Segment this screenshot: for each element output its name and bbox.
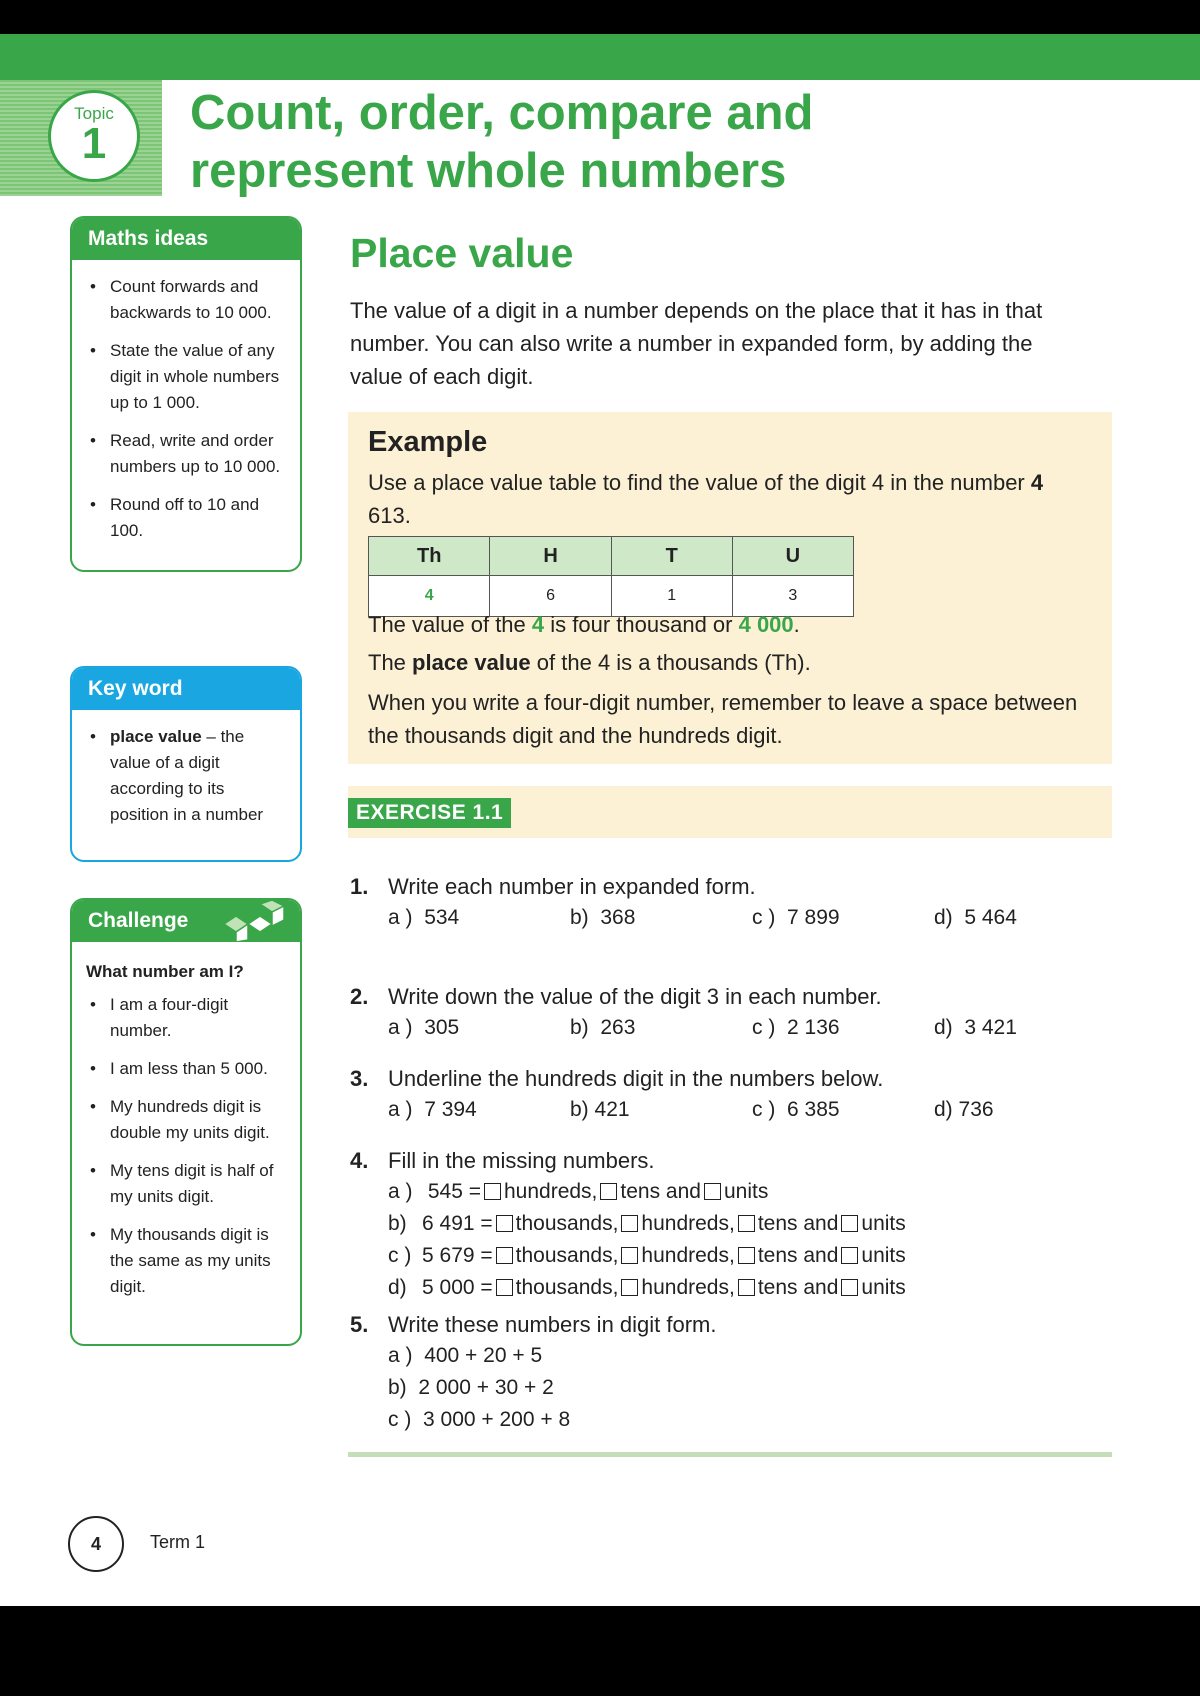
- line1-text: The value of the: [368, 612, 532, 637]
- list-item: • Round off to 10 and 100.: [86, 492, 284, 544]
- word: thousands,: [515, 1212, 619, 1235]
- answer-part: [350, 1372, 1110, 1404]
- word: units: [861, 1276, 906, 1299]
- line1-end: .: [793, 612, 800, 637]
- prompt-bold: 4: [1030, 470, 1044, 495]
- question-number: 5.: [350, 1312, 369, 1337]
- word: hundreds,: [641, 1276, 735, 1299]
- answer-box[interactable]: [600, 1183, 617, 1200]
- topic-number: 1: [81, 119, 107, 168]
- answer-box[interactable]: [841, 1247, 858, 1264]
- answer-part: [934, 1012, 1017, 1044]
- part-value: 263: [600, 1016, 636, 1039]
- fill-row-d: [350, 1272, 1110, 1304]
- list-item: • Count forwards and backwards to 10 000.: [86, 274, 284, 326]
- table-header: H: [490, 537, 611, 576]
- list-item: • I am a four-digit number.: [86, 992, 284, 1044]
- part-label: d): [934, 1016, 953, 1039]
- word: thousands,: [515, 1276, 619, 1299]
- part-label: d): [934, 1098, 953, 1121]
- maths-ideas-heading: Maths ideas: [72, 218, 300, 260]
- example-line-3: When you write a four-digit number, remember to leave a space between the thousands digit and the hundreds digit.: [368, 690, 1078, 748]
- example-title: Example: [368, 426, 488, 458]
- prompt-end: 613.: [368, 503, 411, 528]
- line1-digit: 4: [531, 612, 545, 637]
- part-label: a ): [388, 1098, 413, 1121]
- cubes-icon: [218, 900, 294, 942]
- part-label: b): [570, 906, 589, 929]
- answer-box[interactable]: [484, 1183, 501, 1200]
- example-prompt: [368, 466, 1088, 532]
- answer-part: [570, 1094, 752, 1126]
- fill-row-b: [350, 1208, 1110, 1240]
- answer-part: [934, 902, 1017, 934]
- word: tens and: [757, 1244, 839, 1267]
- table-cell: 3: [732, 576, 853, 617]
- divider: [348, 1452, 1112, 1457]
- question-text: Fill in the missing numbers.: [388, 1148, 655, 1173]
- part-value: 305: [424, 1016, 460, 1039]
- key-word-heading: Key word: [72, 668, 300, 710]
- answer-box[interactable]: [496, 1279, 513, 1296]
- fill-row-a: [350, 1176, 1110, 1208]
- page-number: 4: [68, 1516, 124, 1572]
- part-value: 5 000 =: [422, 1276, 493, 1299]
- answer-box[interactable]: [738, 1247, 755, 1264]
- part-label: c ): [388, 1408, 412, 1431]
- question-number: 1.: [350, 874, 369, 899]
- part-label: d): [934, 906, 953, 929]
- page-title: [190, 84, 813, 200]
- answer-part: [570, 902, 752, 934]
- question-number: 3.: [350, 1066, 369, 1091]
- part-value: 2 136: [787, 1016, 840, 1039]
- table-header: T: [611, 537, 732, 576]
- key-word-item: [86, 724, 284, 828]
- challenge-heading-text: Challenge: [88, 909, 189, 932]
- part-value: 3 000 + 200 + 8: [423, 1408, 571, 1431]
- part-label: c ): [752, 1098, 776, 1121]
- table-header: U: [732, 537, 853, 576]
- part-label: d): [388, 1276, 407, 1299]
- question-text: Write each number in expanded form.: [388, 874, 756, 899]
- example-line-1: [368, 608, 1088, 641]
- answer-part: [752, 1012, 934, 1044]
- challenge-box: [70, 898, 302, 1346]
- topic-label: Topic: [74, 104, 114, 123]
- fill-row-c: [350, 1240, 1110, 1272]
- answer-part: [570, 1012, 752, 1044]
- question-1: [350, 872, 1110, 934]
- part-value: 368: [600, 906, 636, 929]
- section-intro: The value of a digit in a number depends on the place that it has in that number. You can also write a number in expanded form, by adding the value of each digit.: [350, 298, 1043, 389]
- list-item: • My hundreds digit is double my units digit.: [86, 1094, 284, 1146]
- question-text: Underline the hundreds digit in the numbers below.: [388, 1066, 884, 1091]
- list-item: • State the value of any digit in whole numbers up to 1 000.: [86, 338, 284, 416]
- line2-bold: place value: [412, 650, 531, 675]
- challenge-question: What number am I?: [86, 962, 244, 981]
- part-value: 7 394: [424, 1098, 477, 1121]
- question-text: Write down the value of the digit 3 in each number.: [388, 984, 882, 1009]
- word: hundreds,: [641, 1212, 735, 1235]
- key-word-definition: – the value of a digit according to its position in a number: [110, 727, 264, 824]
- question-number: 4.: [350, 1148, 369, 1173]
- answer-box[interactable]: [621, 1215, 638, 1232]
- word: tens and: [620, 1180, 701, 1203]
- part-label: c ): [752, 906, 776, 929]
- answer-part: [752, 902, 934, 934]
- place-value-table: [368, 536, 854, 617]
- answer-part: [350, 1340, 1110, 1372]
- part-label: a ): [388, 906, 413, 929]
- table-cell: 4: [369, 576, 490, 617]
- example-box: [348, 412, 1112, 764]
- example-line-2: [368, 646, 1088, 679]
- answer-box[interactable]: [621, 1247, 638, 1264]
- part-value: 534: [424, 906, 460, 929]
- word: thousands,: [515, 1244, 619, 1267]
- part-value: 421: [594, 1098, 630, 1121]
- list-item: • Read, write and order numbers up to 10 000.: [86, 428, 284, 480]
- part-value: 7 899: [787, 906, 840, 929]
- question-4: [350, 1146, 1110, 1304]
- answer-part: [388, 1012, 570, 1044]
- part-value: 5 679 =: [422, 1244, 493, 1267]
- answer-part: [388, 1094, 570, 1126]
- part-label: a ): [388, 1016, 413, 1039]
- part-value: 3 421: [964, 1016, 1017, 1039]
- line1-mid: is four thousand or: [544, 612, 739, 637]
- key-word-box: [70, 666, 302, 862]
- exercise-bar: [348, 786, 1112, 838]
- maths-ideas-box: [70, 216, 302, 572]
- word: units: [723, 1180, 769, 1203]
- table-header: Th: [369, 537, 490, 576]
- answer-box[interactable]: [704, 1183, 721, 1200]
- part-label: c ): [388, 1244, 412, 1267]
- top-green-bar: [0, 34, 1200, 80]
- word: units: [861, 1212, 906, 1235]
- part-label: b): [388, 1376, 407, 1399]
- list-item: • My tens digit is half of my units digit.: [86, 1158, 284, 1210]
- answer-part: [934, 1094, 994, 1126]
- line2-end: of the 4 is a thousands (Th).: [530, 650, 811, 675]
- question-3: [350, 1064, 1110, 1126]
- question-number: 2.: [350, 984, 369, 1009]
- word: hundreds,: [503, 1180, 598, 1203]
- part-value: 545 =: [427, 1180, 481, 1203]
- part-value: 736: [958, 1098, 994, 1121]
- answer-part: [350, 1404, 1110, 1436]
- part-label: a ): [388, 1344, 413, 1367]
- answer-part: [388, 902, 570, 934]
- prompt-text: Use a place value table to find the value of the digit 4 in the number: [368, 470, 1031, 495]
- answer-box[interactable]: [496, 1215, 513, 1232]
- topic-badge: [48, 90, 140, 182]
- part-label: c ): [752, 1016, 776, 1039]
- part-value: 5 464: [964, 906, 1017, 929]
- answer-box[interactable]: [621, 1279, 638, 1296]
- answer-part: [752, 1094, 934, 1126]
- part-label: a ): [388, 1180, 413, 1203]
- answer-box[interactable]: [738, 1215, 755, 1232]
- question-5: [350, 1310, 1110, 1436]
- table-cell: 6: [490, 576, 611, 617]
- part-label: b): [570, 1098, 589, 1121]
- line2-text: The: [368, 650, 413, 675]
- word: tens and: [757, 1212, 839, 1235]
- key-word-term: place value: [110, 727, 202, 746]
- title-line-2: represent whole numbers: [190, 144, 787, 198]
- list-item: • I am less than 5 000.: [86, 1056, 284, 1082]
- part-value: 2 000 + 30 + 2: [418, 1376, 554, 1399]
- title-line-1: Count, order, compare and: [190, 86, 814, 140]
- part-label: b): [388, 1212, 407, 1235]
- exercise-label: EXERCISE 1.1: [348, 798, 511, 828]
- table-cell: 1: [611, 576, 732, 617]
- part-label: b): [570, 1016, 589, 1039]
- answer-box[interactable]: [496, 1247, 513, 1264]
- word: units: [861, 1244, 906, 1267]
- part-value: 6 491 =: [422, 1212, 493, 1235]
- question-text: Write these numbers in digit form.: [388, 1312, 717, 1337]
- answer-box[interactable]: [841, 1279, 858, 1296]
- textbook-page: [0, 34, 1200, 1606]
- challenge-heading: [72, 900, 300, 942]
- list-item: • My thousands digit is the same as my units digit.: [86, 1222, 284, 1300]
- answer-box[interactable]: [841, 1215, 858, 1232]
- term-label: Term 1: [150, 1532, 206, 1552]
- word: tens and: [757, 1276, 839, 1299]
- line1-value: 4 000: [738, 612, 794, 637]
- part-value: 6 385: [787, 1098, 840, 1121]
- answer-box[interactable]: [738, 1279, 755, 1296]
- part-value: 400 + 20 + 5: [424, 1344, 543, 1367]
- section-title: Place value: [350, 230, 574, 276]
- question-2: [350, 982, 1110, 1044]
- word: hundreds,: [641, 1244, 735, 1267]
